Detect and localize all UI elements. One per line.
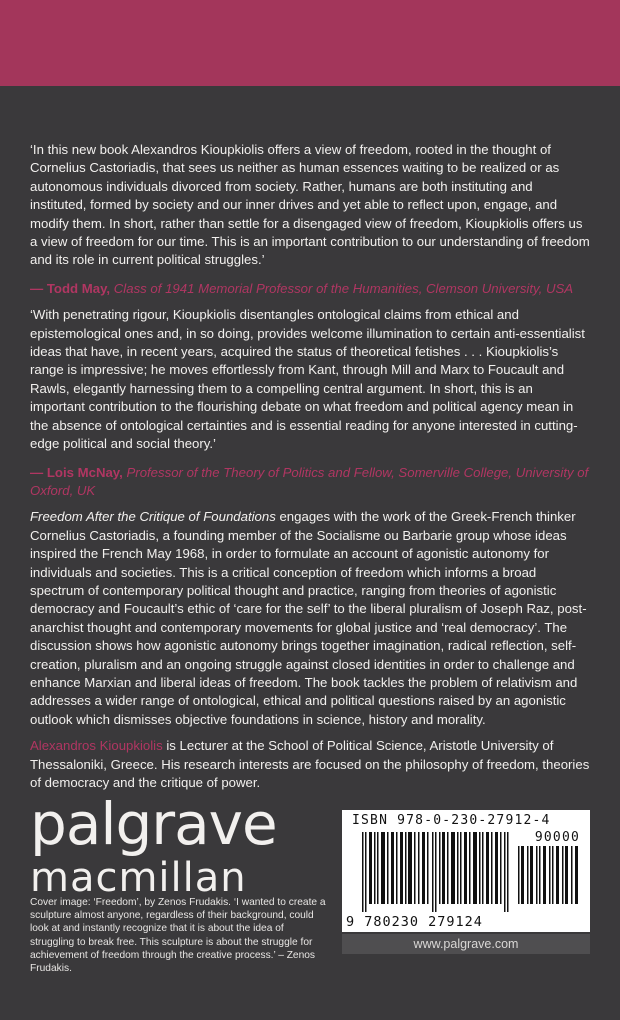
review-attribution-2 [30,464,590,501]
ean-digits: 9 780230 279124 [346,914,483,930]
reviewer-name-1: — Todd May, [30,280,111,296]
book-description [30,508,590,729]
publisher-website[interactable]: www.palgrave.com [342,934,590,954]
reviewer-title-2: Professor of the Theory of Politics and Fellow, Somerville College, University of Oxford, UK [30,464,589,498]
review-quote-2: ‘With penetrating rigour, Kioupkiolis disentangles ontological claims from ethical and epistemological ones and, in so doing, provides welcome illumination to certain anti-essentialist ideas that have, in recent years, acquired the status of theoretical fetishes . . . Kioupkiolis’s range is impressive; he moves effortlessly from Kant, through Mill and Marx to Foucault and Rawls, elegantly harnessing them to a compelling central argument. In short, this is an important contribution to the flourishing debate on what freedom and political agency mean in the absence of ontological certainties and is essential reading for anyone interested in cutting-edge political and social theory.’ [30,307,585,452]
barcode [342,810,590,932]
author-bio [30,737,590,792]
addon-barcode-bars [518,846,580,904]
reviewer-title-1: Class of 1941 Memorial Professor of the Humanities, Clemson University, USA [113,280,574,296]
ean-barcode-bars [362,832,514,912]
cover-image-credit: Cover image: ‘Freedom’, by Zenos Frudakis. ‘I wanted to create a sculpture almost anyone, regardless of their background, could look at and instantly recognize that it is about the idea of struggling to break free. This sculpture is about the struggle for achievement of freedom through the creative process.’ – Zenos Frudakis. [30,897,326,975]
price-code: 90000 [534,830,580,845]
book-description-text: engages with the work of the Greek-French thinker Cornelius Castoriadis, a founding member of the Socialisme ou Barbarie group whose ideas inspired the French May 1968, in order to formulate an account of agonistic autonomy for individuals and societies. This is a critical conception of freedom which informs a broad spectrum of contemporary political thought and practice, ranging from theories of agonistic democracy and Foucault’s ethic of ‘care for the self’ to the liberal pluralism of Joseph Raz, post-anarchist thought and contemporary movements for global justice and ‘real democracy’. The discussion shows how agonistic autonomy brings together imagination, radical reflection, self-creation, pluralism and an ongoing struggle against closed identities in order to challenge and enhance Marxian and liberal ideas of freedom. The book tackles the problem of relativism and addresses a wider range of ontological, ethical and political questions raised by an agonistic outlook which dismisses objective foundations in science, history and morality. [30,509,587,727]
book-title: Freedom After the Critique of Foundations [30,509,276,525]
logo-palgrave: palgrave [30,790,277,858]
top-color-band [0,0,620,86]
author-bio-text: is Lecturer at the School of Political Science, Aristotle University of Thessaloniki, Greece. His research interests are focused on the philosophy of freedom, theories of democracy and the critique of power. [30,738,590,790]
logo-macmillan: macmillan [30,855,247,901]
review-quote-1: ‘In this new book Alexandros Kioupkiolis offers a view of freedom, rooted in the thought of Cornelius Castoriadis, that sees us neither as human essences waiting to be realized or as autonomous individuals divorced from society. Rather, humans are both instituting and instituted, formed by society and our inner drives and yet able to reflect upon, engage, and modify them. In short, rather than settle for a disengaged view of freedom, Kioupkiolis offers us a view of freedom for our time. This is an important contribution to our understanding of freedom and its role in current political struggles.’ [30,142,590,268]
publisher-logo [30,790,277,901]
review-attribution-1 [30,280,590,298]
reviewer-name-2: — Lois McNay, [30,464,123,480]
isbn-label: ISBN 978-0-230-27912-4 [352,813,551,828]
back-cover-text [30,141,590,792]
author-name: Alexandros Kioupkiolis [30,738,163,754]
